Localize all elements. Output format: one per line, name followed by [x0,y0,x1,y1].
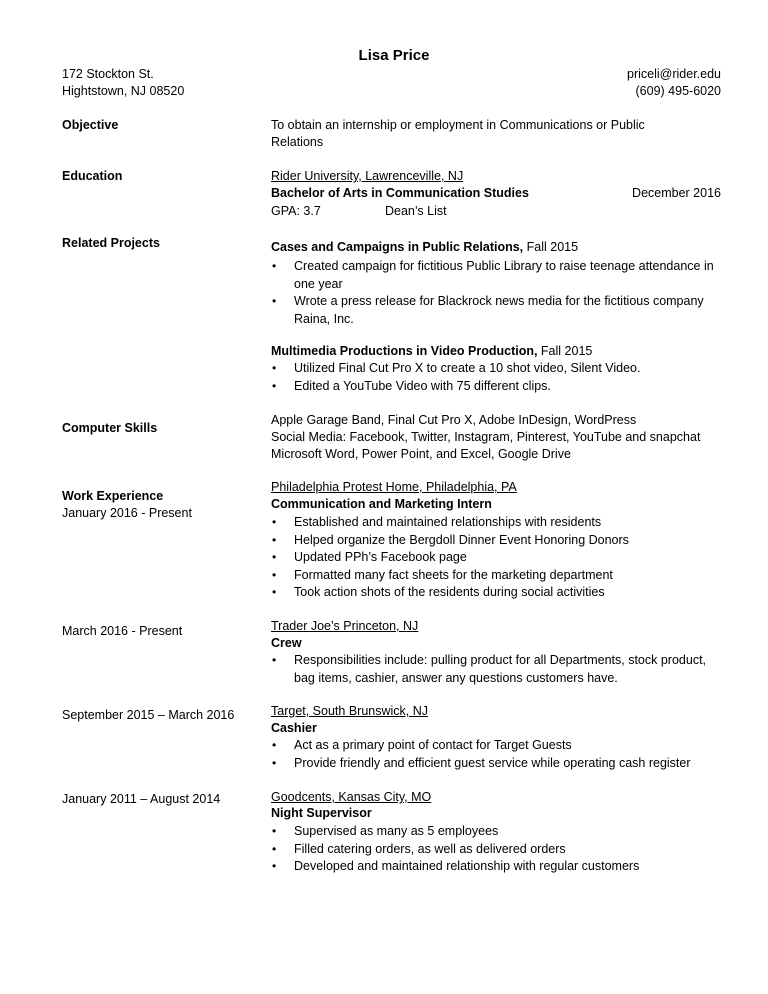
education-honor: Dean’s List [385,204,447,218]
project-2-bullets [271,360,726,395]
project-1-term: Fall 2015 [523,240,579,254]
projects-label: Related Projects [62,236,160,250]
objective-label: Objective [62,118,119,132]
skills-line-1: Apple Garage Band, Final Cut Pro X, Adobe InDesign, WordPress [271,413,637,427]
list-item: • Developed and maintained relationship with regular customers [271,858,726,876]
education-gpa-line [271,203,447,221]
list-item: • Act as a primary point of contact for Target Guests [271,737,726,755]
job-1-dates: January 2016 - Present [62,506,192,520]
address-line-2: Hightstown, NJ 08520 [62,84,185,98]
job-2-dates: March 2016 - Present [62,624,183,638]
job-1-bullets [271,514,726,602]
project-2-heading [271,343,592,361]
education-degree: Bachelor of Arts in Communication Studies [271,186,529,200]
job-4-role: Night Supervisor [271,806,372,820]
project-1-title: Cases and Campaigns in Public Relations, [271,240,524,254]
job-1-employer: Philadelphia Protest Home, Philadelphia, PA [271,480,517,494]
project-2-title: Multimedia Productions in Video Production, [271,344,538,358]
list-item: • Supervised as many as 5 employees [271,823,726,841]
skills-label: Computer Skills [62,421,158,435]
job-3-role: Cashier [271,721,317,735]
job-3-dates: September 2015 – March 2016 [62,708,235,722]
resume-name: Lisa Price [358,47,430,64]
job-1-role: Communication and Marketing Intern [271,497,492,511]
project-1-heading [271,239,578,257]
list-item: • Filled catering orders, as well as delivered orders [271,841,726,859]
education-gpa: GPA: 3.7 [271,204,321,218]
email[interactable]: priceli@rider.edu [627,67,721,81]
project-2-term: Fall 2015 [537,344,593,358]
list-item: • Utilized Final Cut Pro X to create a 10 shot video, Silent Video. [271,360,726,378]
job-3-bullets [271,737,726,772]
phone: (609) 495-6020 [635,84,721,98]
list-item: • Responsibilities include: pulling product for all Departments, stock product, bag items, cashier, answer any questions customers have. [271,652,726,687]
job-3-employer: Target, South Brunswick, NJ [271,704,429,718]
skills-line-2: Social Media: Facebook, Twitter, Instagram, Pinterest, YouTube and snapchat [271,430,701,444]
job-4-bullets [271,823,726,876]
education-label: Education [62,169,123,183]
job-4-employer: Goodcents, Kansas City, MO [271,790,432,804]
education-school: Rider University, Lawrenceville, NJ [271,169,464,183]
list-item: • Provide friendly and efficient guest service while operating cash register [271,755,726,773]
job-2-bullets [271,652,726,687]
list-item: • Took action shots of the residents during social activities [271,584,726,602]
work-label: Work Experience [62,489,164,503]
list-item: • Helped organize the Bergdoll Dinner Event Honoring Donors [271,532,726,550]
list-item: • Edited a YouTube Video with 75 different clips. [271,378,726,396]
project-1-bullets [271,258,726,328]
job-2-role: Crew [271,636,302,650]
objective-text-line-2: Relations [271,135,324,149]
job-4-dates: January 2011 – August 2014 [62,792,221,806]
list-item: • Created campaign for fictitious Public Library to raise teenage attendance in one year [271,258,726,293]
job-2-employer: Trader Joe’s Princeton, NJ [271,619,419,633]
education-date: December 2016 [632,186,721,200]
list-item: • Updated PPh’s Facebook page [271,549,726,567]
list-item: • Formatted many fact sheets for the marketing department [271,567,726,585]
list-item: • Wrote a press release for Blackrock news media for the fictitious company Raina, Inc. [271,293,726,328]
list-item: • Established and maintained relationships with residents [271,514,726,532]
skills-line-3: Microsoft Word, Power Point, and Excel, Google Drive [271,447,571,461]
address-line-1: 172 Stockton St. [62,67,154,81]
objective-text-line-1: To obtain an internship or employment in Communications or Public [271,118,645,132]
